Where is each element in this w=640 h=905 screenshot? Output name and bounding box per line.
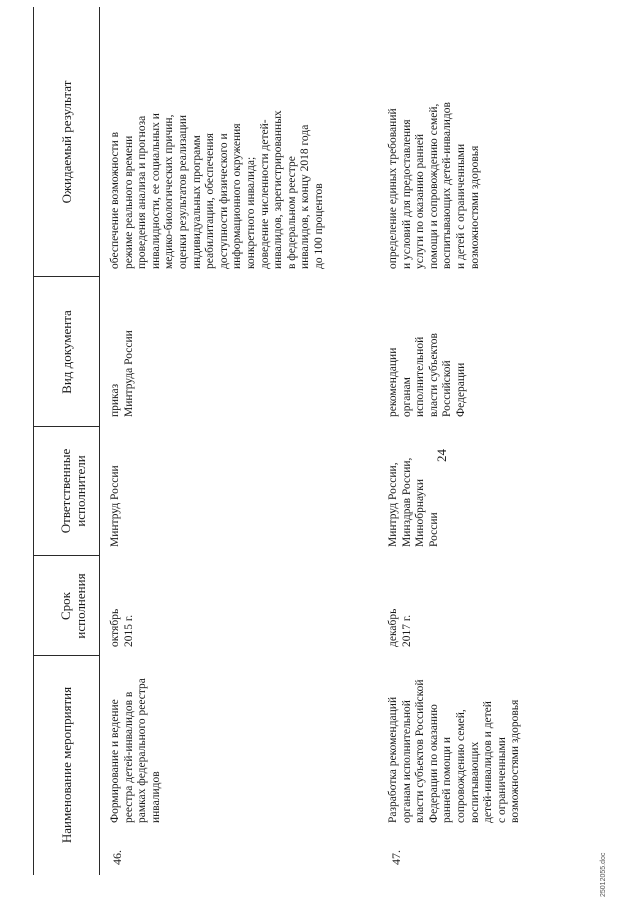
row-doc: приказ Минтруда России (109, 330, 135, 417)
file-footer: 25012055.doc (600, 852, 607, 897)
row-result: обеспечение возможности в режиме реального времени проведения анализа и прогноза инвалидности, ее социальных и медико-биологических причин, оценки результатов реализации индивидуальных программ реабилитации, обеспечения доступности физического и информационного окружения конкретного инвалида; доведение численности детей- инвалидов, зарегистрированных в федеральном реестре инвалидов, к концу 2018 года до 100 процентов (109, 110, 325, 269)
col-divider-term (33, 655, 99, 656)
row-term: декабрь 2017 г. (387, 608, 413, 647)
header-doc: Вид документа (59, 310, 74, 394)
col-divider-result (33, 276, 99, 277)
row-name: Разработка рекомендаций органам исполнительной власти субъектов Российской Федерации по оказанию ранней помощи и сопровождению семей, воспитывающих детей-инвалидов и детей с ограниченными возможностями здоровья (387, 679, 522, 823)
row-term: октябрь 2015 г. (109, 608, 135, 647)
row-resp: Минтруд России, Минздрав России, Минобрнауки России (387, 457, 440, 547)
row-number: 46. (110, 850, 124, 865)
header-result: Ожидаемый результат (59, 80, 74, 204)
header-resp: Ответственные исполнители (58, 448, 88, 534)
row-doc: рекомендации органам исполнительной власти субъектов Российской Федерации (387, 333, 467, 417)
page-number: 24 (434, 449, 449, 462)
table-top-border (33, 7, 34, 875)
header-bottom-border (99, 7, 100, 875)
row-number: 47. (389, 850, 403, 865)
col-divider-resp (33, 555, 99, 556)
row-result: определение единых требований и условий для предоставления услуги по оказанию ранней помощи и сопровождению семей, воспитывающих детей-инвалидов и детей с ограниченными возможностями здоровья (387, 102, 481, 269)
row-name: Формирование и ведение реестра детей-инвалидов в рамках федерального реестра инвалидов (109, 678, 162, 823)
header-term: Срок исполнения (58, 573, 88, 639)
header-name: Наименование мероприятия (59, 686, 74, 844)
row-resp: Минтруд России (109, 465, 121, 547)
